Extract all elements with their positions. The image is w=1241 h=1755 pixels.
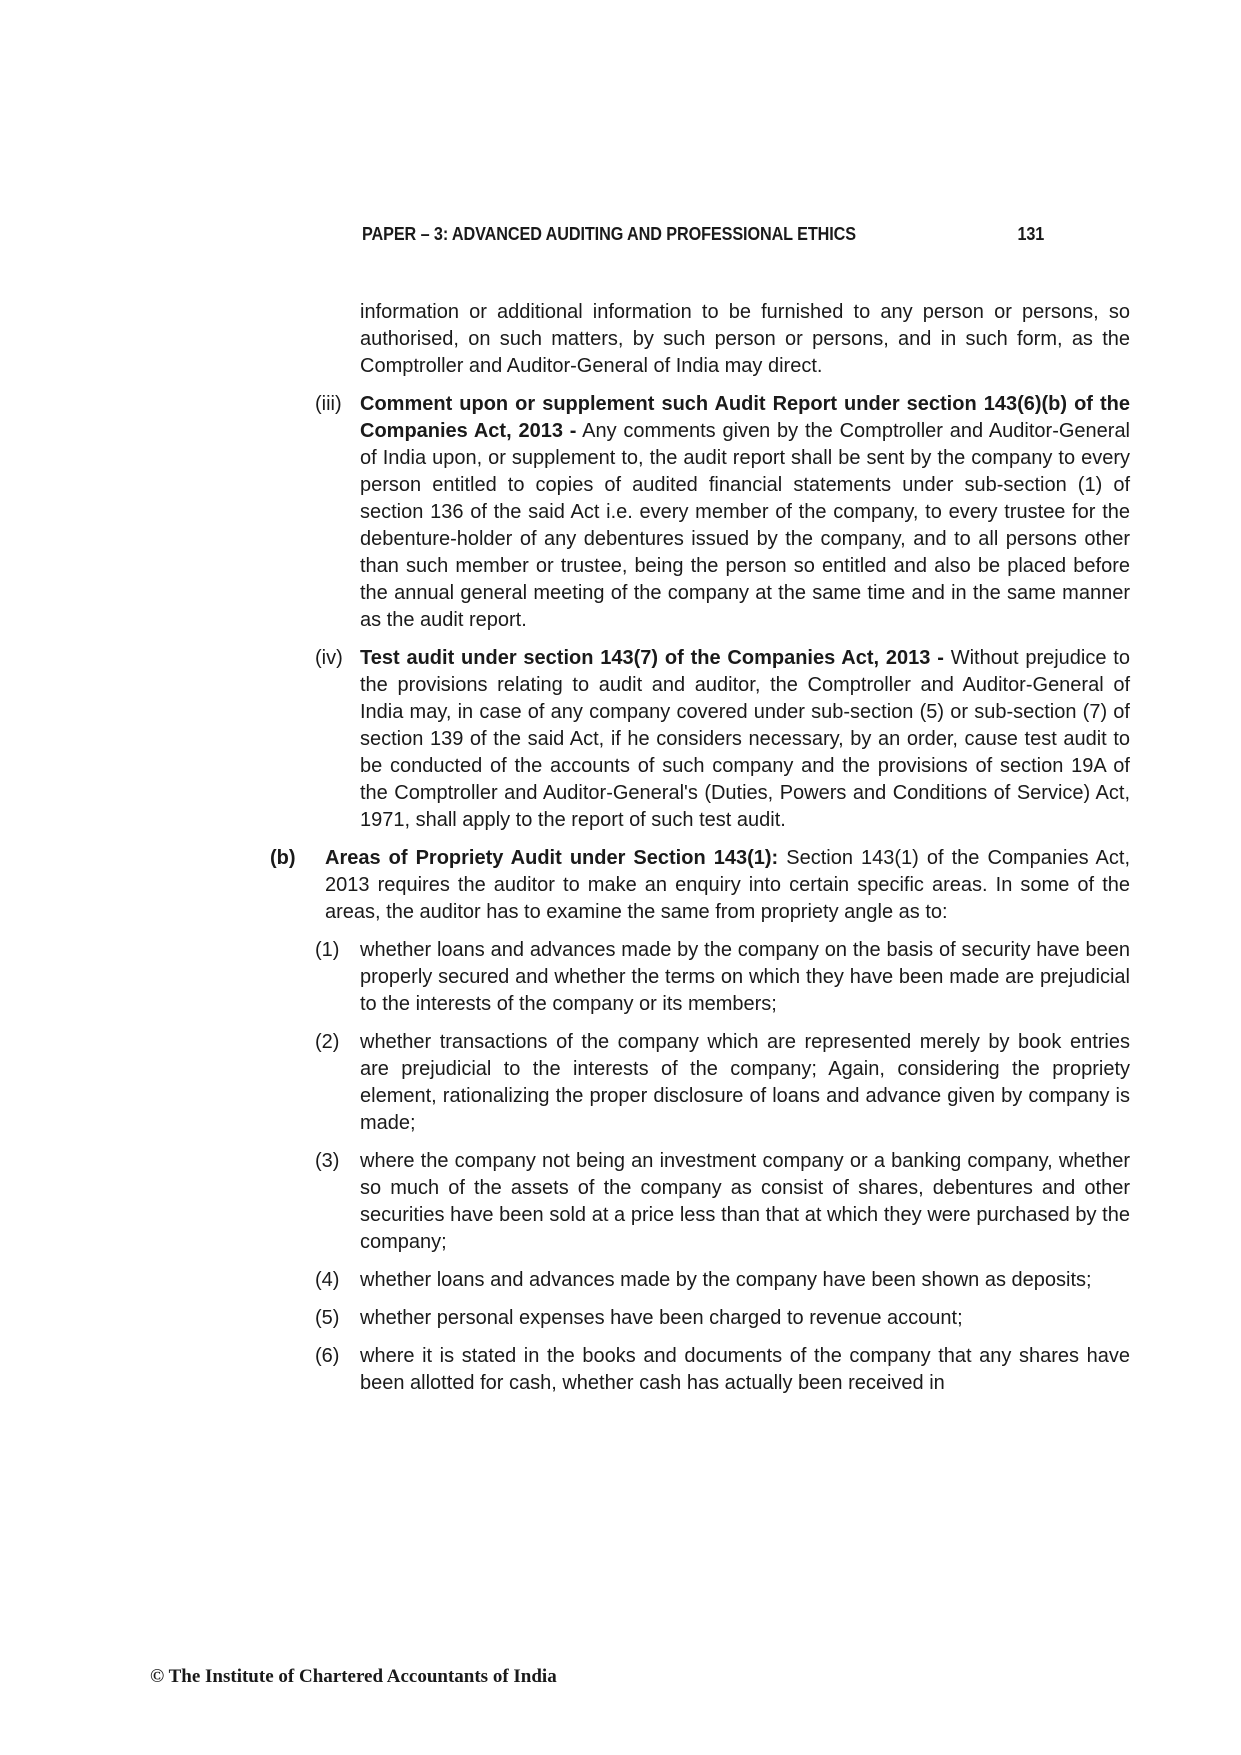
list-item-text: where it is stated in the books and documents of the company that any shares have been allotted for cash, whether cash has actually been received in [360,1345,1130,1394]
page-number: 131 [1017,224,1045,244]
list-item-label: (1) [315,939,340,961]
section-b [270,845,1130,926]
item-text: Without prejudice to the provisions relating to audit and auditor, the Comptroller and Auditor-General of India may, in case of any company covered under sub-section (5) or sub-section (7) of section 139 of the said Act, if he considers necessary, by an order, cause test audit to be conducted of the accounts of such company and the provisions of section 19A of the Comptroller and Auditor-General's (Duties, Powers and Conditions of Service) Act, 1971, shall apply to the report of such test audit. [360,647,1130,831]
item-text: Any comments given by the Comptroller and Auditor-General of India upon, or supplement to, the audit report shall be sent by the company to every person entitled to copies of audited financial statements under sub-section (1) of section 136 of the said Act i.e. every member of the company, to every trustee for the debenture-holder of any debentures issued by the company, and to all persons other than such member or trustee, being the person so entitled and also be placed before the annual general meeting of the company at the same time and in the same manner as the audit report. [360,420,1131,631]
list-item-label: (5) [315,1307,340,1329]
item-heading: Test audit under section 143(7) of the Companies Act, 2013 - [360,647,944,669]
list-item [270,1343,1130,1397]
list-item-text: whether personal expenses have been charged to revenue account; [360,1307,963,1329]
item-label: (iv) [315,647,343,669]
item-heading: Comment upon or supplement such Audit Report under section 143(6)(b) of the Companies Act, 2013 - [360,393,1130,442]
item-iv [270,645,1130,834]
list-item-text: whether loans and advances made by the company have been shown as deposits; [360,1269,1092,1291]
section-text: Section 143(1) of the Companies Act, 2013 requires the auditor to make an enquiry into certain specific areas. In some of the areas, the auditor has to examine the same from propriety angle as to: [325,847,1131,923]
item-label: (iii) [315,393,342,415]
list-item-label: (4) [315,1269,340,1291]
body-text [270,299,1130,1397]
list-item-label: (3) [315,1150,340,1172]
list-item-label: (6) [315,1345,340,1367]
list-item-label: (2) [315,1031,340,1053]
list-item-text: where the company not being an investment company or a banking company, whether so much of the assets of the company as consist of shares, debentures and other securities have been sold at a price less than that at which they were purchased by the company; [360,1150,1130,1253]
section-heading: Areas of Propriety Audit under Section 143(1): [325,847,779,869]
list-item [270,937,1130,1018]
list-item [270,1267,1130,1294]
header-title: PAPER – 3: ADVANCED AUDITING AND PROFESSIONAL ETHICS [362,224,856,244]
section-label: (b) [270,847,296,869]
list-item [270,1148,1130,1256]
copyright-footer: © The Institute of Chartered Accountants of India [150,1666,557,1687]
list-item [270,1029,1130,1137]
list-item [270,1305,1130,1332]
item-iii [270,391,1130,634]
continuation-paragraph: information or additional information to be furnished to any person or persons, so authorised, on such matters, by such person or persons, and in such form, as the Comptroller and Auditor-General of India may direct. [360,301,1130,377]
list-item-text: whether loans and advances made by the company on the basis of security have been properly secured and whether the terms on which they have been made are prejudicial to the interests of the company or its members; [360,939,1130,1015]
list-item-text: whether transactions of the company which are represented merely by book entries are prejudicial to the interests of the company; Again, considering the propriety element, rationalizing the proper disclosure of loans and advance given by company is made; [360,1031,1130,1134]
running-header [362,224,1045,245]
